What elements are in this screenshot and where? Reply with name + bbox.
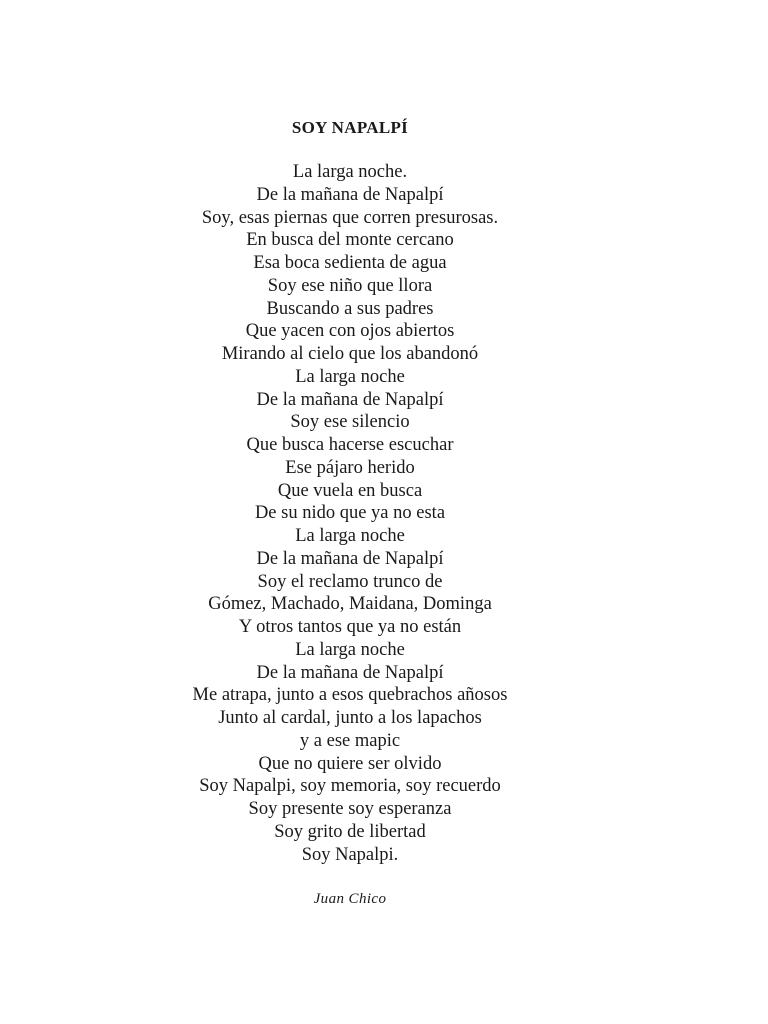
poem-line: Que no quiere ser olvido [258, 753, 442, 774]
poem-line: Esa boca sedienta de agua [253, 253, 447, 273]
poem-line: Y otros tantos que ya no están [238, 617, 462, 637]
poem-line: De la mañana de Napalpí [256, 662, 444, 683]
poem-line: Que vuela en busca [277, 480, 423, 501]
poem-line: Gómez, Machado, Maidana, Dominga [208, 594, 492, 615]
poem-line: La larga noche [295, 639, 405, 660]
poem-line: Soy grito de libertad [274, 821, 426, 842]
poem-line: Mirando al cielo que los abandonó [221, 344, 479, 364]
poem-line: De la mañana de Napalpí [256, 548, 444, 569]
poem-line: Soy presente soy esperanza [248, 799, 452, 819]
poem-line: Me atrapa, junto a esos quebrachos añosos [192, 685, 508, 706]
poem-line: Soy Napalpi, soy memoria, soy recuerdo [199, 776, 501, 797]
poem-line: De su nido que ya no esta [254, 503, 446, 524]
poem-author: Juan Chico [313, 891, 387, 907]
poem-line: Soy ese niño que llora [267, 275, 433, 296]
poem-line: Buscando a sus padres [266, 298, 434, 319]
poem-line: La larga noche [295, 366, 405, 387]
poem-line: Junto al cardal, junto a los lapachos [218, 708, 482, 728]
poem-line: De la mañana de Napalpí [256, 389, 444, 410]
poem-title: SOY NAPALPÍ [291, 118, 409, 137]
poem-line: Soy, esas piernas que corren presurosas. [201, 207, 499, 228]
poem-line: La larga noche. [292, 162, 408, 182]
poem-line: En busca del monte cercano [246, 230, 454, 251]
poem-line: De la mañana de Napalpí [256, 184, 444, 205]
poem-line: y a ese mapic [299, 730, 401, 751]
poem-line: Ese pájaro herido [285, 457, 415, 478]
poem-line: Soy Napalpi. [301, 844, 399, 865]
poem-body [0, 161, 700, 866]
poem-line: Soy ese silencio [290, 412, 410, 433]
poem-line: Que yacen con ojos abiertos [245, 321, 455, 342]
poem-line: Soy el reclamo trunco de [257, 571, 443, 592]
poem-line: La larga noche [295, 526, 405, 546]
poem-line: Que busca hacerse escuchar [246, 435, 454, 455]
